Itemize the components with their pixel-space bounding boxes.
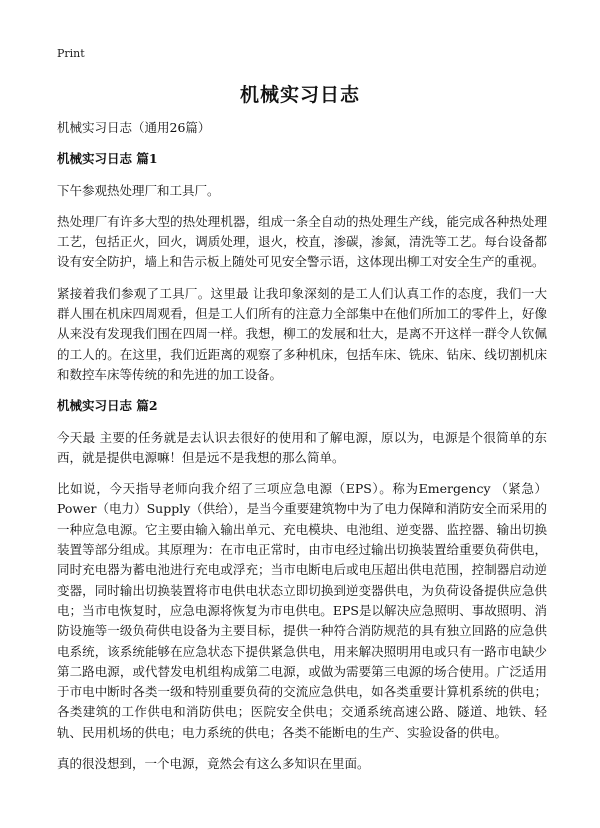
paragraph: 下午参观热处理厂和工具厂。 [57,182,220,198]
section-1 [57,149,547,385]
paragraph: 热处理厂有许多大型的热处理机器，组成一条全自动的热处理生产线，能完成各种热处理工艺，包括正火，回火，调质处理，退火，校直，渗碳，渗氮，清洗等工艺。每台设备都设有安全防护，墙上和告示板上随处可见安全警示语，这体现出柳工对安全生产的重视。 [57,213,547,270]
paragraph: 紧接着我们参观了工具厂。这里最 让我印象深刻的是工人们认真工作的态度，我们一大群人围在机床四周观看，但是工人们所有的注意力全部集中在他们所加工的零件上，好像从来没有发现我们围在四周一样。我想，柳工的发展和壮大，是离不开这样一群令人钦佩的工人的。在这里，我们近距离的观察了多种机床，包括车床、铣床、钻床、线切割机床和数控车床等传统的和先进的加工设备。 [57,285,547,382]
print-label[interactable]: Print [57,47,85,60]
section-heading: 机械实习日志 篇1 [57,151,158,167]
document-subtitle: 机械实习日志（通用26篇） [57,120,211,135]
paragraph: 真的很没想到，一个电源，竟然会有这么多知识在里面。 [57,756,370,772]
document-body [57,118,547,785]
section-2 [57,396,547,774]
paragraph: 比如说，今天指导老师向我介绍了三项应急电源（EPS）。称为Emergency （紧急）Power（电力）Supply（供给），是当今重要建筑物中为了电力保障和消防安全而采用的一种应急电源。它主要由输入输出单元、充电模块、电池组、逆变器、监控器、输出切换装置等部分组成。其原理为：在市电正常时，由市电经过输出切换装置给重要负荷供电，同时充电器为蓄电池进行充电或浮充；当市电断电后或电压超出供电范围，控制器启动逆变器，同时输出切换装置将市电供电状态立即切换到逆变器供电，为负荷设备提供应急供电；当市电恢复时，应急电源将恢复为市电供电。EPS是以解决应急照明、事故照明、消防设施等一级负荷供电设备为主要目标，提供一种符合消防规范的具有独立回路的应急供电系统，该系统能够在应急状态下提供紧急供电，用来解决照明用电或只有一路市电缺少第二路电源，或代替发电机组构成第二电源，或做为需要第三电源的场合使用。广泛适用于市电中断时各类一级和特别重要负荷的交流应急供电，如各类重要计算机系统的供电；各类建筑的工作供电和消防供电；医院安全供电；交通系统高速公路、隧道、地铁、轻轨、民用机场的供电；电力系统的供电；各类不能断电的生产、实验设备的供电。 [57,481,547,740]
paragraph: 今天最 主要的任务就是去认识去很好的使用和了解电源，原以为，电源是个很简单的东西，就是提供电源嘛！但是远不是我想的那么简单。 [57,429,547,465]
page-title: 机械实习日志 [239,84,360,106]
section-heading: 机械实习日志 篇2 [57,398,158,414]
